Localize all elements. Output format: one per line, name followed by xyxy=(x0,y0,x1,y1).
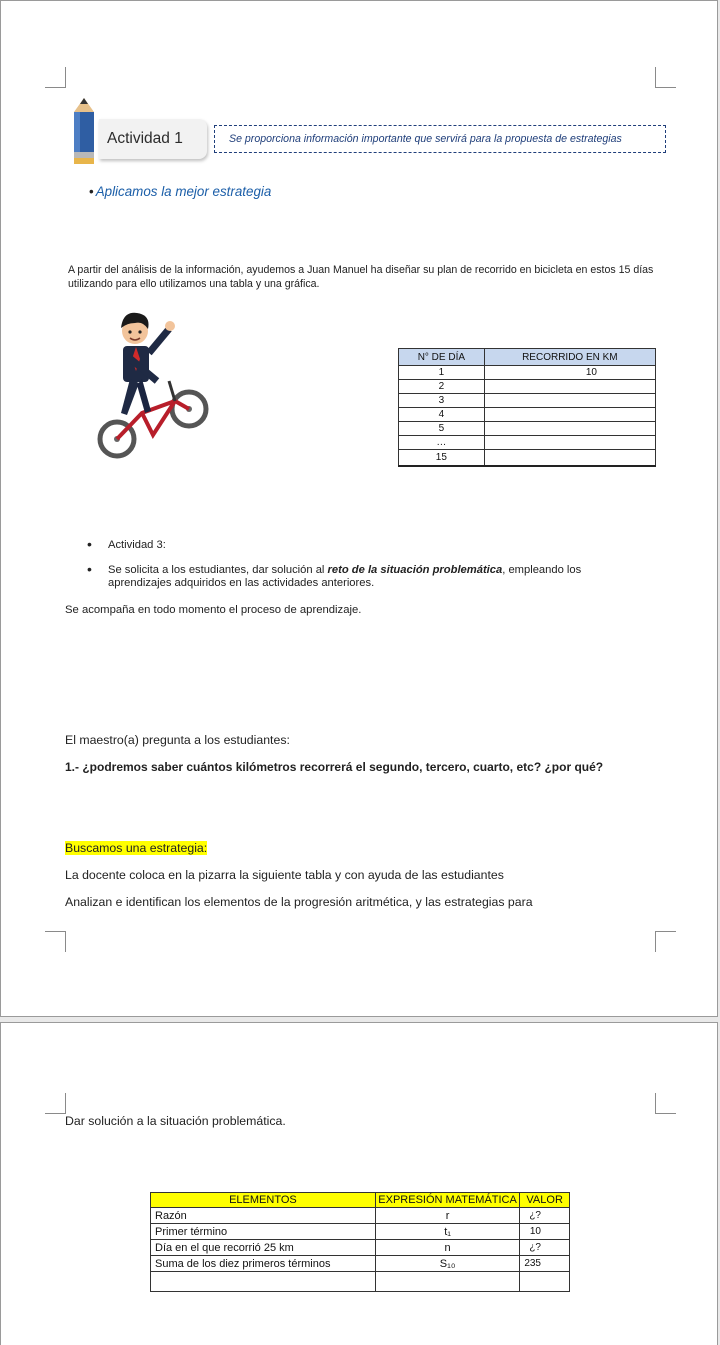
header-expression: EXPRESIÓN MATEMÁTICA xyxy=(375,1193,519,1208)
cell-km xyxy=(484,394,655,408)
cell-km xyxy=(484,422,655,436)
crop-mark-top-right xyxy=(655,67,676,88)
bullet-text-pre: Se solicita a los estudiantes, dar solución al xyxy=(108,564,328,576)
crop-mark-top-left xyxy=(45,1093,66,1114)
accompany-text: Se acompaña en todo momento el proceso de aprendizaje. xyxy=(65,604,362,616)
cell-km xyxy=(484,408,655,422)
cell-km xyxy=(484,436,655,450)
cell-element: Día en el que recorrió 25 km xyxy=(151,1240,376,1256)
cell-element: Suma de los diez primeros términos xyxy=(151,1256,376,1272)
document-page-2 xyxy=(0,1022,718,1345)
cell-day: 1 xyxy=(399,366,485,380)
table-row xyxy=(399,380,656,394)
header-km: RECORRIDO EN KM xyxy=(484,349,655,366)
table-row xyxy=(151,1224,570,1240)
teacher-asks-text: El maestro(a) pregunta a los estudiantes: xyxy=(65,733,290,747)
table-row-empty xyxy=(151,1272,570,1292)
table-row xyxy=(151,1240,570,1256)
search-strategy-heading xyxy=(65,841,207,855)
cell-value: 235 xyxy=(520,1256,570,1272)
bullet-text-emphasis: reto de la situación problemática xyxy=(327,564,503,576)
highlighted-text: Buscamos una estrategia: xyxy=(65,841,208,855)
header-elements: ELEMENTOS xyxy=(151,1193,376,1208)
cell-km xyxy=(484,450,655,467)
table-row xyxy=(399,408,656,422)
progression-elements-table xyxy=(150,1192,570,1292)
bullet-text-post: , empleando los aprendizajes adquiridos en las actividades anteriores. xyxy=(108,564,582,589)
cell-element xyxy=(151,1272,376,1292)
cell-day: 3 xyxy=(399,394,485,408)
activity-label: Actividad 1 xyxy=(99,119,207,159)
cell-element: Razón xyxy=(151,1208,376,1224)
cell-value xyxy=(520,1272,570,1292)
bullet-text: Actividad 3: xyxy=(108,539,166,551)
bullet-icon: • xyxy=(89,184,94,199)
table-row xyxy=(151,1208,570,1224)
pencil-icon xyxy=(69,98,99,166)
table-row xyxy=(399,366,656,380)
cell-day: 2 xyxy=(399,380,485,394)
list-item xyxy=(87,539,647,552)
solve-text: Dar solución a la situación problemática. xyxy=(65,1114,286,1128)
cell-day: 4 xyxy=(399,408,485,422)
cell-expression xyxy=(375,1272,519,1292)
header-value: VALOR xyxy=(520,1193,570,1208)
cell-km: 10 xyxy=(484,366,655,380)
cell-value: ¿? xyxy=(520,1240,570,1256)
crop-mark-bottom-right xyxy=(655,931,676,952)
activity-description: Se proporciona información importante que servirá para la propuesta de estrategias xyxy=(214,125,666,153)
cell-expression: t₁ xyxy=(375,1224,519,1240)
cell-expression: n xyxy=(375,1240,519,1256)
header-day: N° DE DÍA xyxy=(399,349,485,366)
day-distance-table xyxy=(398,348,656,467)
strategy-heading-text: Aplicamos la mejor estrategia xyxy=(95,184,272,199)
cell-element: Primer término xyxy=(151,1224,376,1240)
table-row xyxy=(399,436,656,450)
table-row xyxy=(399,394,656,408)
question-1: 1.- ¿podremos saber cuántos kilómetros recorrerá el segundo, tercero, cuarto, etc? ¿por qué? xyxy=(65,760,604,774)
table-row xyxy=(151,1256,570,1272)
cell-value: 10 xyxy=(520,1224,570,1240)
teacher-places-text: La docente coloca en la pizarra la siguiente tabla y con ayuda de las estudiantes xyxy=(65,868,504,882)
intro-paragraph: A partir del análisis de la información, ayudemos a Juan Manuel ha diseñar su plan de recorrido en bicicleta en estos 15 días utilizando para ello utilizamos una tabla y una gráfica. xyxy=(68,264,654,290)
cell-day: 5 xyxy=(399,422,485,436)
cell-km xyxy=(484,380,655,394)
cell-value: ¿? xyxy=(520,1208,570,1224)
cell-expression: r xyxy=(375,1208,519,1224)
table-row xyxy=(399,450,656,467)
crop-mark-top-left xyxy=(45,67,66,88)
cyclist-illustration xyxy=(97,301,213,461)
crop-mark-bottom-left xyxy=(45,931,66,952)
strategy-heading xyxy=(89,184,271,199)
cell-day: 15 xyxy=(399,450,485,467)
analyze-text: Analizan e identifican los elementos de la progresión aritmética, y las estrategias para xyxy=(65,895,533,909)
list-item xyxy=(87,564,647,590)
crop-mark-top-right xyxy=(655,1093,676,1114)
cell-day: … xyxy=(399,436,485,450)
cell-expression: S₁₀ xyxy=(375,1256,519,1272)
table-row xyxy=(399,422,656,436)
activity-bullets xyxy=(87,539,647,602)
